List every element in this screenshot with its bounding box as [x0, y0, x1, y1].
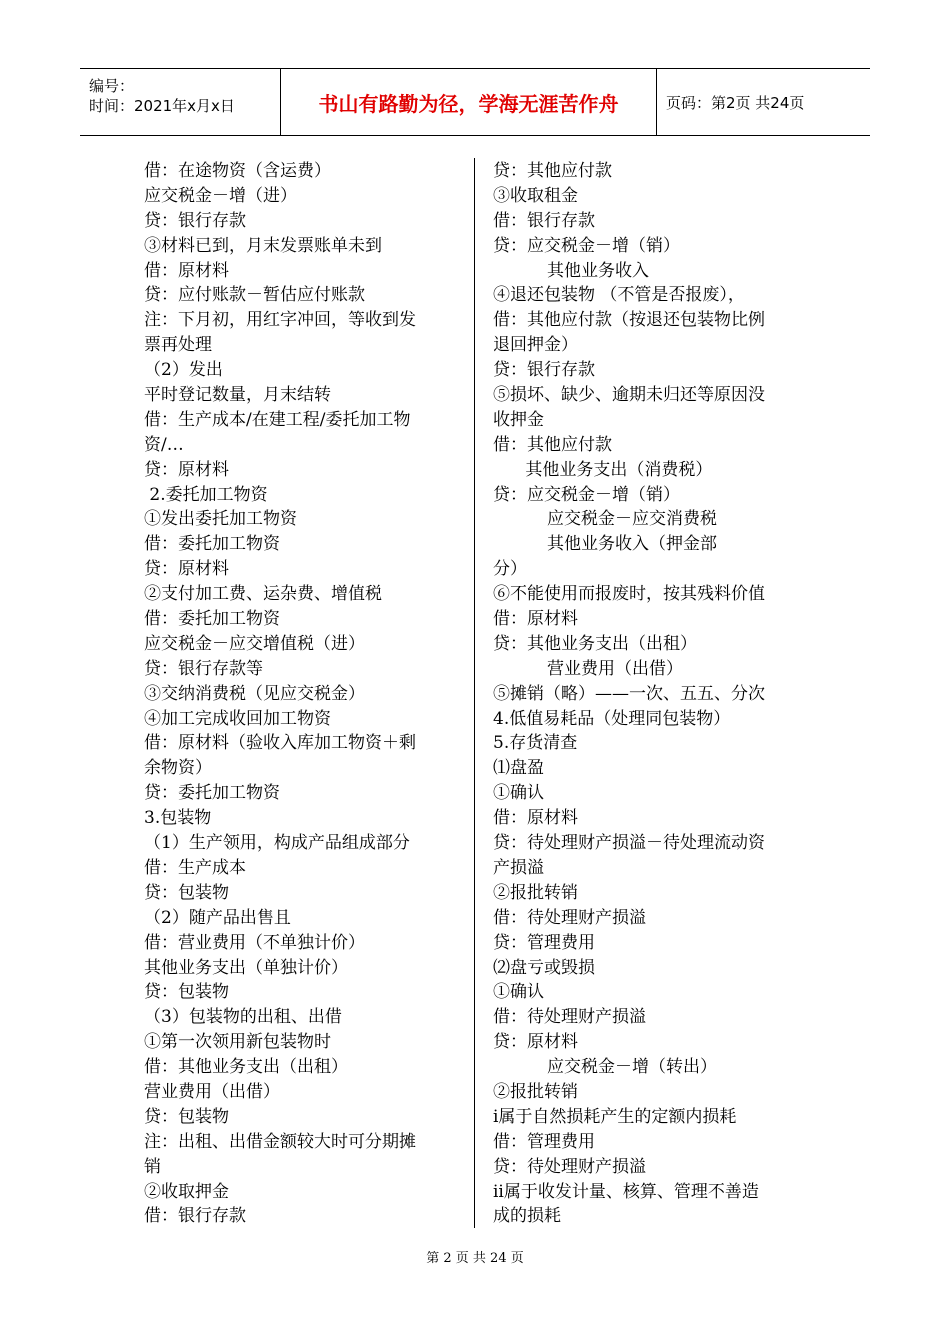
text-line: ④退还包装物 （不管是否报废），	[493, 285, 745, 306]
text-line: 应交税金－应交增值税（进）	[144, 633, 365, 654]
text-line: （2）随产品出售且	[144, 907, 291, 928]
text-line: ①发出委托加工物资	[144, 509, 297, 530]
text-line: 3.包装物	[144, 808, 212, 829]
text-line: 借：营业费用（不单独计价）	[144, 932, 365, 953]
text-line: ③交纳消费税（见应交税金）	[144, 683, 365, 704]
text-line: ①第一次领用新包装物时	[144, 1032, 331, 1053]
text-line: 贷：包装物	[144, 882, 229, 903]
text-line: ①确认	[493, 783, 544, 804]
text-line: 资/…	[144, 434, 184, 455]
text-line: 贷：原材料	[144, 559, 229, 580]
text-line: 借：在途物资（含运费）	[144, 161, 331, 181]
text-line: 贷：银行存款等	[144, 658, 263, 679]
text-line: 其他业务支出（消费税）	[493, 459, 713, 480]
text-line: ⑥不能使用而报废时，按其残料价值	[493, 584, 765, 605]
text-line: 贷：其他业务支出（出租）	[493, 633, 697, 654]
text-line: 票再处理	[144, 335, 212, 356]
number-label: 编号：	[89, 77, 135, 95]
text-line: 贷：待处理财产损溢	[493, 1156, 646, 1177]
text-line: （1）生产领用，构成产品组成部分	[144, 833, 410, 854]
text-line: 借：原材料	[144, 260, 229, 281]
text-line: ⑤损坏、缺少、逾期未归还等原因没	[493, 385, 765, 406]
text-line: 借：委托加工物资	[144, 534, 280, 555]
text-line: 贷：原材料	[493, 1032, 578, 1053]
text-line: 贷：委托加工物资	[144, 783, 280, 804]
text-line: 其他业务支出（单独计价）	[144, 957, 348, 978]
text-line: ②收取押金	[144, 1181, 229, 1202]
text-line: ④加工完成收回加工物资	[144, 708, 331, 729]
text-line: ⑵盘亏或毁损	[493, 957, 595, 978]
text-line: 借：生产成本/在建工程/委托加工物	[144, 409, 411, 430]
text-line: 注：出租、出借金额较大时可分期摊	[144, 1131, 416, 1152]
text-line: 借：原材料	[493, 609, 578, 630]
column-divider	[474, 158, 475, 1228]
text-line: 借：待处理财产损溢	[493, 1007, 646, 1028]
text-line: 成的损耗	[493, 1206, 561, 1227]
text-line: 5.存货清查	[493, 733, 578, 754]
text-line: 平时登记数量，月末结转	[144, 385, 331, 406]
text-line: ⑴盘盈	[493, 758, 544, 779]
text-line: 贷：应交税金－增（销）	[493, 235, 680, 256]
text-line: 应交税金－增（转出）	[493, 1057, 718, 1078]
text-line: （3）包装物的出租、出借	[144, 1007, 342, 1028]
text-line: 借：其他应付款（按退还包装物比例	[493, 310, 765, 331]
text-line: 借：管理费用	[493, 1131, 595, 1152]
header-page-label: 页码：第2页 共24页	[666, 93, 805, 112]
text-line: 分）	[493, 559, 527, 580]
text-line: 贷：应交税金－增（销）	[493, 484, 680, 505]
header-meta	[80, 69, 281, 135]
text-line: 借：委托加工物资	[144, 609, 280, 630]
left-column	[144, 159, 462, 1229]
text-line: 借：银行存款	[493, 210, 595, 231]
text-line: 其他业务收入	[493, 260, 650, 281]
text-line: 借：其他应付款	[493, 434, 612, 455]
text-line: 应交税金－增（进）	[144, 185, 297, 206]
text-line: ②支付加工费、运杂费、增值税	[144, 584, 382, 605]
date-label: 时间：2021年x月x日	[89, 97, 235, 115]
text-line: 贷：其他应付款	[493, 161, 612, 181]
text-line: ③材料已到，月末发票账单未到	[144, 235, 382, 256]
text-line: 产损溢	[493, 857, 544, 878]
text-line: ⑤摊销（略）——一次、五五、分次	[493, 683, 765, 704]
text-line: ii属于收发计量、核算、管理不善造	[493, 1181, 759, 1202]
text-line: ②报批转销	[493, 1081, 578, 1102]
text-line: 借：银行存款	[144, 1206, 246, 1227]
text-line: 收押金	[493, 409, 544, 430]
text-line: 贷：包装物	[144, 982, 229, 1003]
right-column	[493, 159, 811, 1229]
text-line: 营业费用（出借）	[144, 1081, 280, 1102]
text-line: 贷：管理费用	[493, 932, 595, 953]
text-line: 销	[144, 1156, 161, 1177]
text-line: （2）发出	[144, 360, 223, 381]
text-line: ①确认	[493, 982, 544, 1003]
text-line: 贷：原材料	[144, 459, 229, 480]
text-line: 营业费用（出借）	[493, 658, 684, 679]
text-line: 余物资）	[144, 758, 212, 779]
text-line: 贷：应付账款－暂估应付账款	[144, 285, 365, 306]
text-line: 借：原材料	[493, 808, 578, 829]
page-footer: 第 2 页 共 24 页	[426, 1251, 524, 1266]
text-line: 借：生产成本	[144, 857, 246, 878]
text-line: 贷：银行存款	[144, 210, 246, 231]
text-line: 借：其他业务支出（出租）	[144, 1057, 348, 1078]
header-motto: 书山有路勤为径，学海无涯苦作舟	[281, 69, 657, 135]
text-line: 借：原材料（验收入库加工物资＋剩	[144, 733, 416, 754]
text-line: 贷：包装物	[144, 1106, 229, 1127]
page-header	[80, 68, 870, 136]
text-line: 注：下月初，用红字冲回，等收到发	[144, 310, 416, 331]
text-line: 贷：待处理财产损溢－待处理流动资	[493, 833, 765, 854]
text-line: 退回押金）	[493, 335, 578, 356]
text-line: 4.低值易耗品（处理同包装物）	[493, 708, 731, 729]
text-line: i属于自然损耗产生的定额内损耗	[493, 1106, 737, 1127]
text-line: ③收取租金	[493, 185, 578, 206]
text-line: 贷：银行存款	[493, 360, 595, 381]
text-line: 借：待处理财产损溢	[493, 907, 646, 928]
text-line: ②报批转销	[493, 882, 578, 903]
text-line: 应交税金－应交消费税	[493, 509, 718, 530]
text-line: 2.委托加工物资	[144, 484, 268, 505]
text-line: 其他业务收入（押金部	[493, 534, 718, 555]
